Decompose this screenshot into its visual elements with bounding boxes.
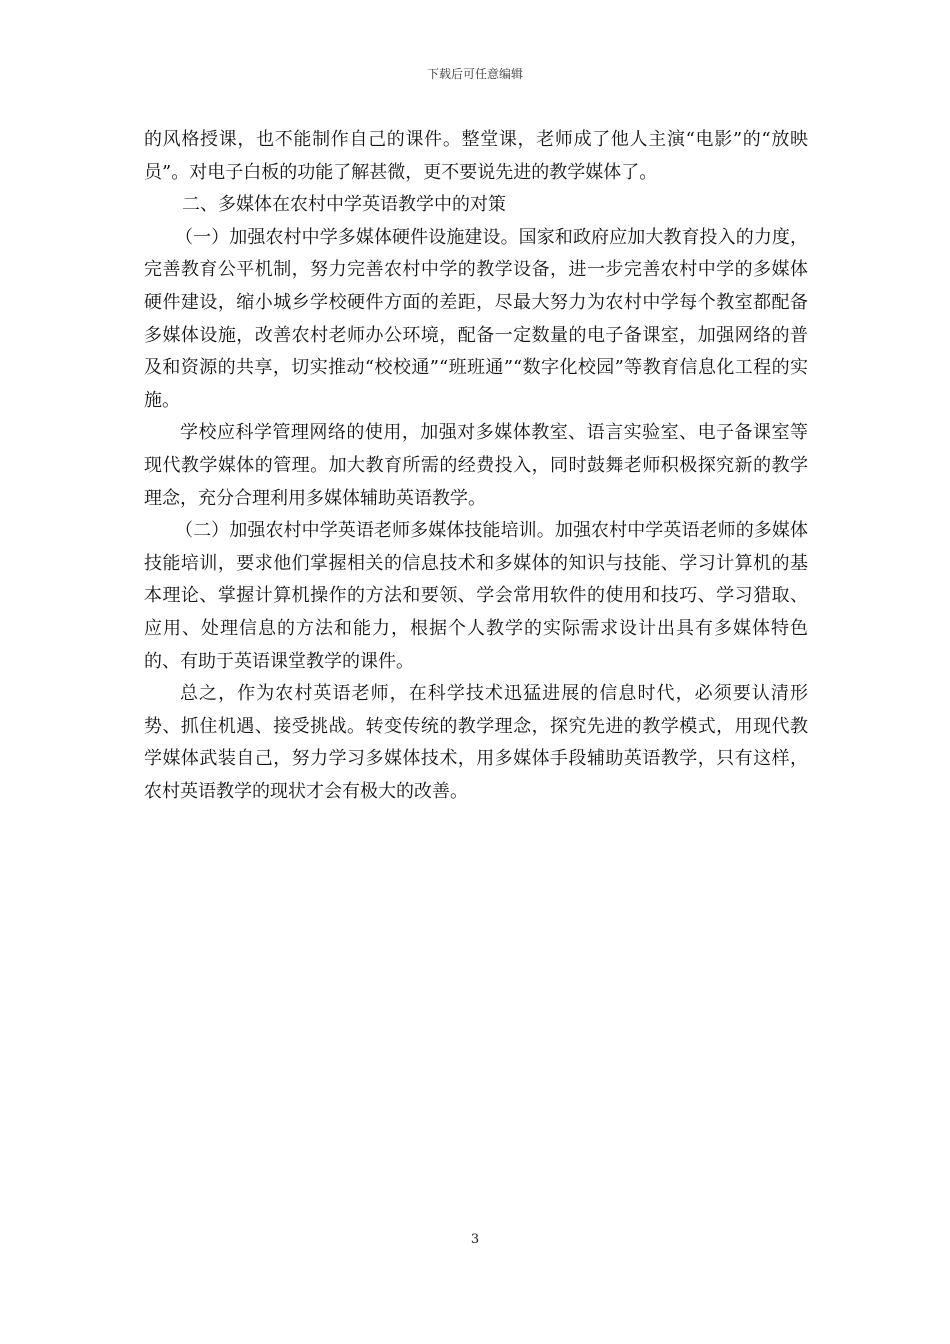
paragraph-continuation: 的风格授课，也不能制作自己的课件。整堂课，老师成了他人主演“电影”的“放映员”。对电子白板的功能了解甚微，更不要说先进的教学媒体了。 xyxy=(144,129,808,183)
conclusion-paragraph: 总之，作为农村英语老师，在科学技术迅猛进展的信息时代，必须要认清形势、抓住机遇、接受挑战。转变传统的教学理念，探究先进的教学模式，用现代教学媒体武装自己，努力学习多媒体技术，用多媒体手段辅助英语教学，只有这样，农村英语教学的现状才会有极大的改善。 xyxy=(144,683,808,802)
body-paragraph-school: 学校应科学管理网络的使用，加强对多媒体教室、语言实验室、电子备课室等现代教学媒体的管理。加大教育所需的经费投入，同时鼓舞老师积极探究新的教学理念，充分合理利用多媒体辅助英语教学。 xyxy=(144,422,808,509)
section-heading: 二、多媒体在农村中学英语教学中的对策 xyxy=(182,194,506,216)
subsection-paragraph-1: （一）加强农村中学多媒体硬件设施建设。国家和政府应加大教育投入的力度，完善教育公平机制，努力完善农村中学的教学设备，进一步完善农村中学的多媒体硬件建设，缩小城乡学校硬件方面的差距，尽最大努力为农村中学每个教室都配备多媒体设施，改善农村老师办公环境，配备一定数量的电子备课室，加强网络的普及和资源的共享，切实推动“校校通”“班班通”“数字化校园”等教育信息化工程的实施。 xyxy=(144,226,808,411)
page-number: 3 xyxy=(470,1232,480,1247)
subsection-paragraph-2: （二）加强农村中学英语老师多媒体技能培训。加强农村中学英语老师的多媒体技能培训，要求他们掌握相关的信息技术和多媒体的知识与技能、学习计算机的基本理论、掌握计算机操作的方法和要领、学会常用软件的使用和技巧、学习猎取、应用、处理信息的方法和能力，根据个人教学的实际需求设计出具有多媒体特色的、有助于英语课堂教学的课件。 xyxy=(144,520,808,672)
page-header: 下载后可任意编辑 xyxy=(426,67,523,81)
document-body xyxy=(144,124,808,808)
